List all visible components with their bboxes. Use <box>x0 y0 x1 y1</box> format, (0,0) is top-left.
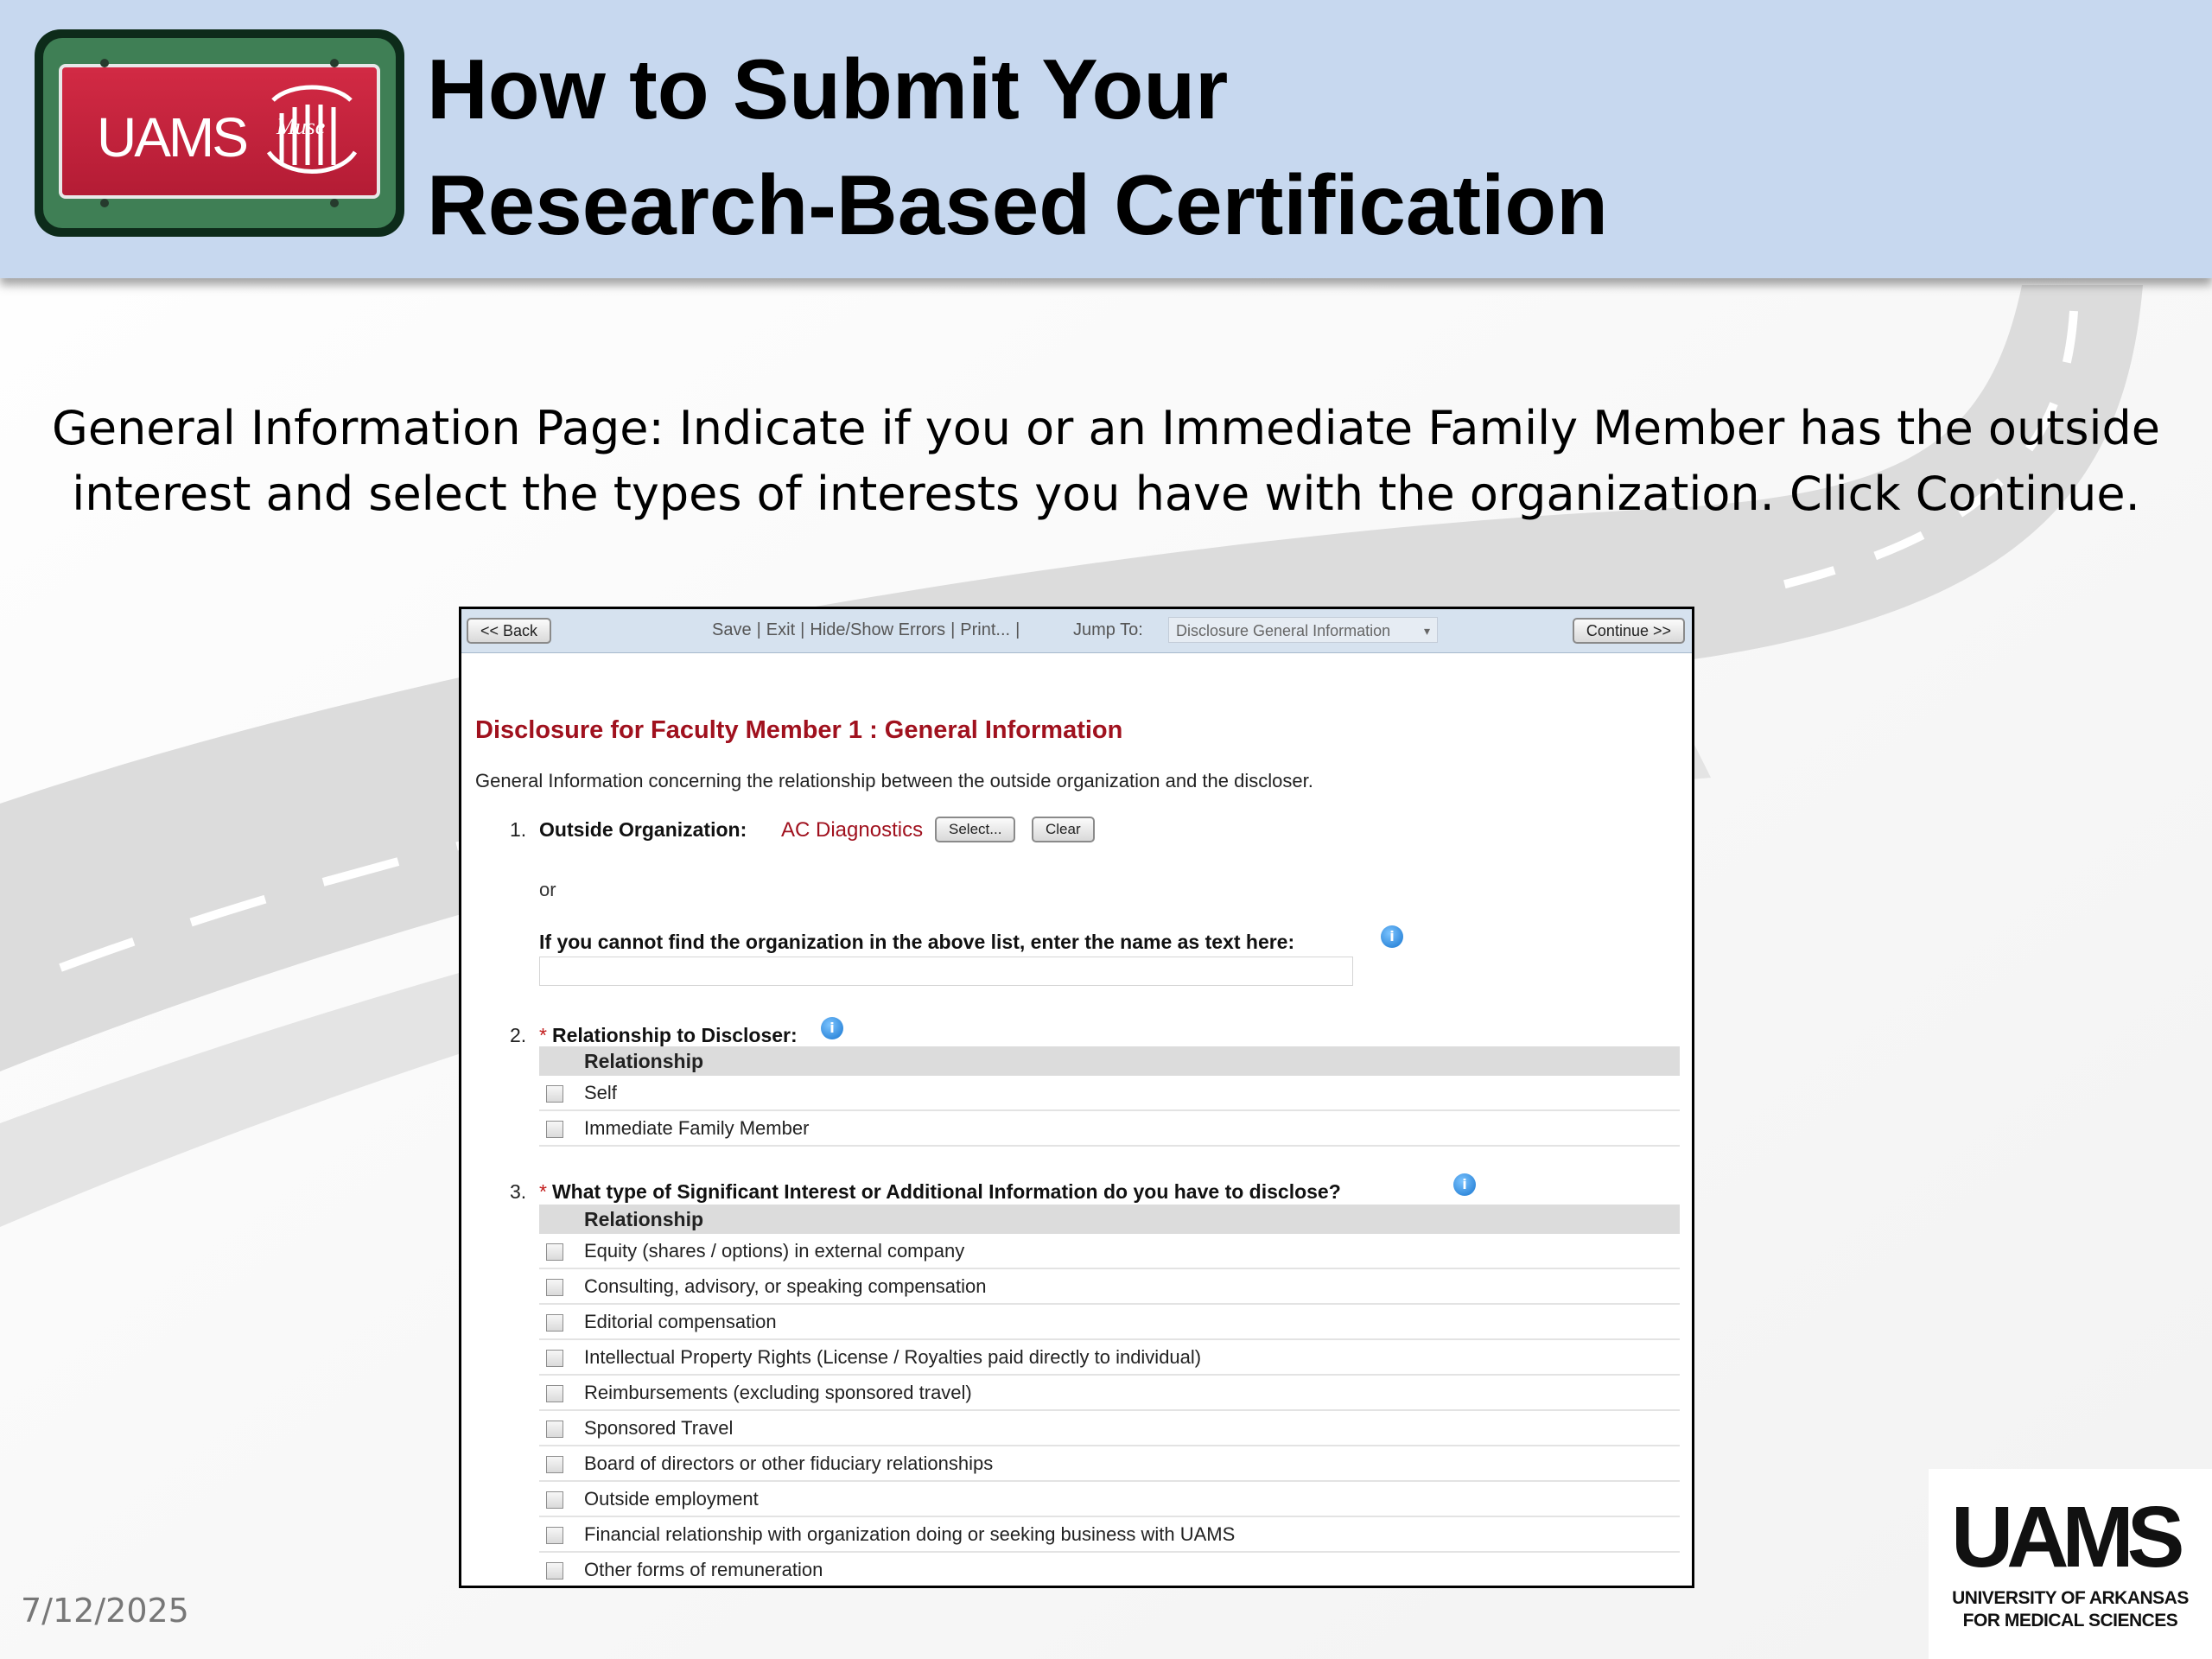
interest-option-row[interactable] <box>539 1411 1680 1446</box>
outside-organization-label: Outside Organization: <box>539 818 747 841</box>
interest-option-label: Editorial compensation <box>584 1311 777 1332</box>
uams-muse-logo <box>35 29 404 237</box>
relationship-option-row[interactable] <box>539 1111 1680 1147</box>
footer-logo-subtitle-1: UNIVERSITY OF ARKANSAS <box>1952 1588 2189 1608</box>
interest-option-row[interactable] <box>539 1269 1680 1305</box>
question-1-number: 1. <box>510 818 527 841</box>
checkbox[interactable] <box>546 1385 563 1402</box>
required-marker: * <box>539 1180 547 1203</box>
outside-organization-value: AC Diagnostics <box>781 818 924 842</box>
interest-option-label: Sponsored Travel <box>584 1417 734 1439</box>
select-organization-button[interactable]: Select... <box>935 817 1015 842</box>
uams-footer-logo <box>1929 1469 2212 1659</box>
interest-option-row[interactable] <box>539 1482 1680 1517</box>
disclosure-form-screenshot <box>459 607 1694 1588</box>
instruction-line-2: interest and select the types of interests you have with the organization. Click Continue. <box>72 467 2140 521</box>
instruction-line-1: General Information Page: Indicate if you or an Immediate Family Member has the outside <box>52 401 2160 455</box>
interest-option-label: Other forms of remuneration <box>584 1559 823 1580</box>
print-link[interactable]: Print... <box>960 620 1011 639</box>
chevron-down-icon: ▾ <box>1423 624 1430 638</box>
organization-name-input[interactable] <box>539 957 1353 986</box>
back-button[interactable]: << Back <box>467 618 551 644</box>
slide-header <box>0 0 2212 278</box>
footer-logo-subtitle-2: FOR MEDICAL SCIENCES <box>1962 1611 2178 1630</box>
interest-option-row[interactable] <box>539 1553 1680 1588</box>
interest-option-row[interactable] <box>539 1446 1680 1482</box>
checkbox[interactable] <box>546 1350 563 1367</box>
question-3-number: 3. <box>510 1180 527 1203</box>
slide-title <box>427 31 1608 263</box>
relationship-column-header: Relationship <box>539 1046 1680 1076</box>
checkbox[interactable] <box>546 1456 563 1473</box>
or-text: or <box>539 879 556 900</box>
interest-option-row[interactable] <box>539 1376 1680 1411</box>
checkbox[interactable] <box>546 1314 563 1332</box>
question-2-number: 2. <box>510 1024 527 1046</box>
checkbox[interactable] <box>546 1421 563 1438</box>
continue-button[interactable]: Continue >> <box>1573 618 1685 644</box>
slide-instruction <box>52 396 2160 527</box>
relationship-to-discloser-label <box>539 1024 798 1047</box>
form-description: General Information concerning the relationship between the outside organization and the discloser. <box>475 770 1313 791</box>
info-icon[interactable]: i <box>1381 925 1403 948</box>
jump-to-select[interactable] <box>1168 617 1438 643</box>
info-icon[interactable]: i <box>1453 1173 1476 1196</box>
form-toolbar <box>461 609 1692 653</box>
info-icon[interactable]: i <box>821 1017 843 1039</box>
logo-text: UAMS <box>97 106 246 168</box>
hide-show-errors-link[interactable]: Hide/Show Errors <box>810 620 946 639</box>
interest-option-label: Consulting, advisory, or speaking compensation <box>584 1275 987 1297</box>
form-title: Disclosure for Faculty Member 1 : General Information <box>475 716 1123 744</box>
checkbox[interactable] <box>546 1491 563 1509</box>
jump-to-value: Disclosure General Information <box>1176 622 1391 639</box>
relationship-option-row[interactable] <box>539 1076 1680 1111</box>
interest-option-row[interactable] <box>539 1234 1680 1269</box>
required-marker: * <box>539 1024 547 1046</box>
interest-option-label: Outside employment <box>584 1488 759 1510</box>
interest-option-label: Intellectual Property Rights (License / Royalties paid directly to individual) <box>584 1346 1202 1368</box>
slide-date: 7/12/2025 <box>21 1592 189 1630</box>
interest-option-row[interactable] <box>539 1517 1680 1553</box>
checkbox[interactable] <box>546 1562 563 1580</box>
logo-muse-text: Muse <box>276 114 326 139</box>
interest-type-question-text: What type of Significant Interest or Additional Information do you have to disclose? <box>551 1180 1341 1203</box>
interest-option-label: Equity (shares / options) in external company <box>584 1240 965 1262</box>
clear-organization-button[interactable]: Clear <box>1032 817 1095 842</box>
interest-option-row[interactable] <box>539 1340 1680 1376</box>
checkbox[interactable] <box>546 1121 563 1138</box>
interest-option-label: Financial relationship with organization doing or seeking business with UAMS <box>584 1523 1236 1545</box>
jump-to-label: Jump To: <box>1073 620 1143 639</box>
relationship-option-label: Immediate Family Member <box>584 1117 810 1139</box>
interest-column-header: Relationship <box>539 1205 1680 1234</box>
interest-type-question <box>539 1180 1341 1204</box>
relationship-to-discloser-text: Relationship to Discloser: <box>551 1024 798 1046</box>
toolbar-links: Save | Exit | Hide/Show Errors | Print... | <box>712 620 1020 639</box>
checkbox[interactable] <box>546 1279 563 1296</box>
interest-option-label: Board of directors or other fiduciary relationships <box>584 1452 994 1474</box>
slide-title-line-1: How to Submit Your <box>427 41 1229 137</box>
interest-option-label: Reimbursements (excluding sponsored travel) <box>584 1382 972 1403</box>
footer-logo-mark: UAMS <box>1951 1489 2178 1586</box>
save-link[interactable]: Save <box>712 620 752 639</box>
checkbox[interactable] <box>546 1085 563 1103</box>
checkbox[interactable] <box>546 1527 563 1544</box>
checkbox[interactable] <box>546 1243 563 1261</box>
relationship-option-label: Self <box>584 1082 617 1103</box>
exit-link[interactable]: Exit <box>766 620 796 639</box>
interest-option-row[interactable] <box>539 1305 1680 1340</box>
slide-title-line-2: Research-Based Certification <box>427 157 1609 252</box>
organization-text-prompt: If you cannot find the organization in the above list, enter the name as text here: <box>539 931 1295 953</box>
